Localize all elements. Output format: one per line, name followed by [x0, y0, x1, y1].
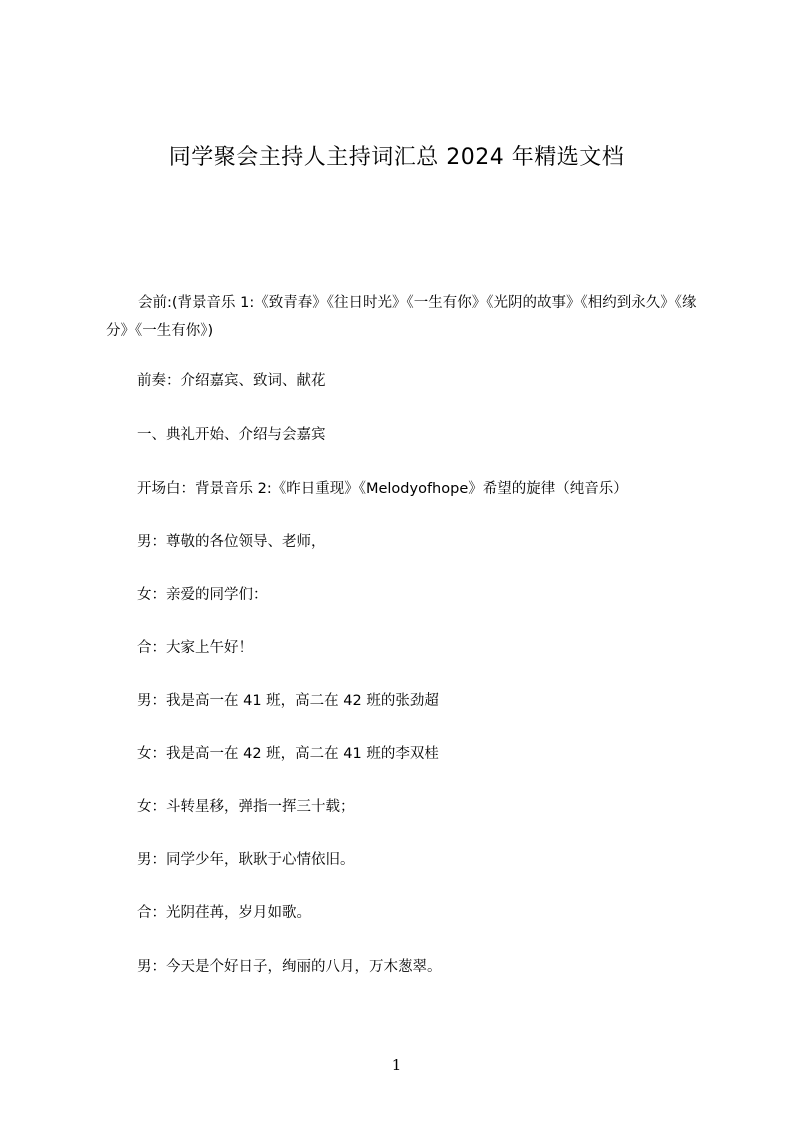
text-line-prelude: 前奏：介绍嘉宾、致词、献花: [137, 373, 326, 389]
page-number: 1: [391, 1056, 402, 1074]
text-line: 合：大家上午好！: [137, 640, 253, 656]
text-line: 女：我是高一在 42 班，高二在 41 班的李双桂: [137, 746, 439, 762]
text-line: 男：我是高一在 41 班，高二在 42 班的张劲超: [137, 693, 439, 709]
document-title: 同学聚会主持人主持词汇总 2024 年精选文档: [168, 145, 625, 170]
text-line: 男：同学少年，耿耿于心情依旧。: [137, 852, 355, 868]
text-line: 女：斗转星移，弹指一挥三十载；: [137, 799, 355, 815]
text-line: 男：今天是个好日子，绚丽的八月，万木葱翠。: [137, 959, 442, 975]
text-line-opening: 开场白：背景音乐 2:《昨日重现》《Melodyofhope》希望的旋律（纯音乐）: [137, 481, 628, 497]
text-line: 合：光阴荏苒，岁月如歌。: [137, 905, 311, 921]
text-line: 女：亲爱的同学们：: [137, 587, 268, 603]
text-line: 男：尊敬的各位领导、老师，: [137, 534, 326, 550]
text-line-section-one: 一、典礼开始、介绍与会嘉宾: [137, 427, 326, 443]
intro-paragraph: 会前:(背景音乐 1:《致青春》《往日时光》《一生有你》《光阴的故事》《相约到永久》《缘分》《一生有你》): [106, 295, 697, 339]
